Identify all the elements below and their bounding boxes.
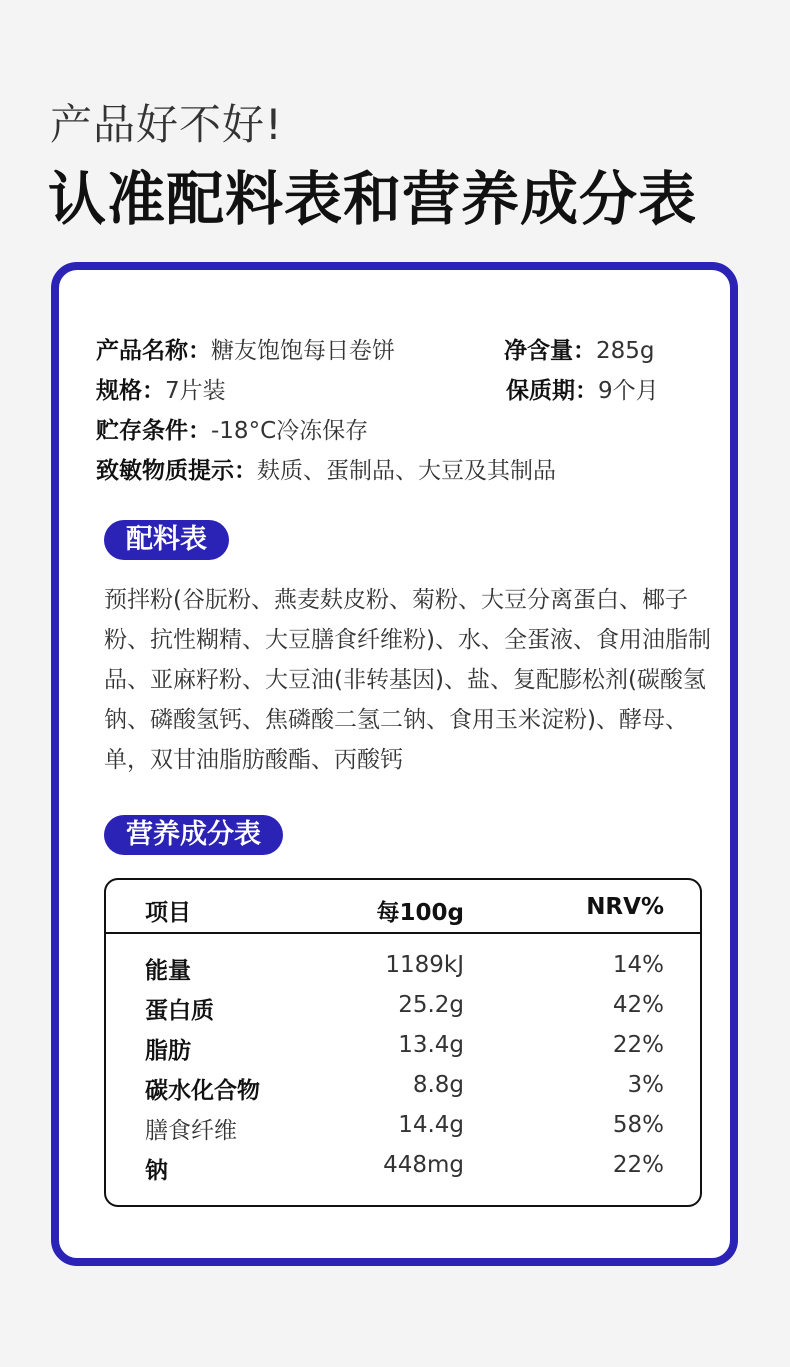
- product-name-label: 产品名称：: [96, 338, 211, 364]
- nutrient-value: 13.4g: [398, 1032, 464, 1058]
- nutrient-nrv: 3%: [627, 1072, 664, 1098]
- spec-line: [96, 372, 226, 405]
- shelf-life-value: 9个月: [598, 378, 659, 404]
- allergen-line: [96, 452, 556, 485]
- shelf-life-line: [506, 372, 659, 405]
- allergen-value: 麸质、蛋制品、大豆及其制品: [257, 458, 556, 484]
- shelf-life-label: 保质期：: [506, 378, 598, 404]
- table-row: [106, 1028, 700, 1068]
- nutrient-name: 脂肪: [145, 1038, 191, 1064]
- nutrient-value: 14.4g: [398, 1112, 464, 1138]
- allergen-label: 致敏物质提示：: [96, 458, 257, 484]
- net-content-label: 净含量：: [504, 338, 596, 364]
- table-row: [106, 988, 700, 1028]
- nutrient-nrv: 42%: [612, 992, 664, 1018]
- table-row: [106, 1068, 700, 1108]
- nutrient-name: 膳食纤维: [145, 1118, 237, 1144]
- product-name-value: 糖友饱饱每日卷饼: [211, 338, 395, 364]
- nutrition-section-title: 营养成分表: [104, 815, 283, 855]
- nutrition-table-body: [106, 934, 700, 1188]
- nutrient-value: 1189kJ: [385, 952, 464, 978]
- spec-value: 7片装: [165, 378, 226, 404]
- product-info-card: [51, 262, 738, 1266]
- header-per100g: 每100g: [376, 900, 464, 926]
- nutrient-value: 25.2g: [398, 992, 464, 1018]
- nutrition-table: [104, 878, 702, 1207]
- page-subtitle: 产品好不好!: [50, 100, 283, 149]
- nutrient-name: 能量: [145, 958, 191, 984]
- page-title: 认准配料表和营养成分表: [48, 165, 698, 233]
- nutrient-value: 448mg: [383, 1152, 464, 1178]
- net-content-value: 285g: [596, 338, 655, 364]
- table-row: [106, 948, 700, 988]
- header-nrv: NRV%: [586, 894, 664, 920]
- header-item: 项目: [145, 900, 191, 926]
- product-name-line: [96, 332, 395, 365]
- ingredients-section-title: 配料表: [104, 520, 229, 560]
- nutrient-nrv: 22%: [612, 1032, 664, 1058]
- nutrient-nrv: 58%: [612, 1112, 664, 1138]
- nutrient-name: 钠: [145, 1158, 168, 1184]
- spec-label: 规格：: [96, 378, 165, 404]
- table-row: [106, 1148, 700, 1188]
- nutrient-name: 蛋白质: [145, 998, 214, 1024]
- nutrition-table-header: [106, 880, 700, 934]
- table-row: [106, 1108, 700, 1148]
- nutrient-name: 碳水化合物: [145, 1078, 260, 1104]
- nutrient-nrv: 22%: [612, 1152, 664, 1178]
- nutrient-value: 8.8g: [412, 1072, 464, 1098]
- net-content-line: [504, 332, 655, 365]
- storage-label: 贮存条件：: [96, 418, 211, 444]
- storage-line: [96, 412, 368, 445]
- ingredients-text: 预拌粉(谷朊粉、燕麦麸皮粉、菊粉、大豆分离蛋白、椰子粉、抗性糊精、大豆膳食纤维粉)、水、全蛋液、食用油脂制品、亚麻籽粉、大豆油(非转基因)、盐、复配膨松剂(碳酸氢钠、磷酸氢钙、焦磷酸二氢二钠、食用玉米淀粉)、酵母、单，双甘油脂肪酸酯、丙酸钙: [104, 587, 711, 773]
- nutrient-nrv: 14%: [612, 952, 664, 978]
- storage-value: -18°C冷冻保存: [211, 418, 369, 444]
